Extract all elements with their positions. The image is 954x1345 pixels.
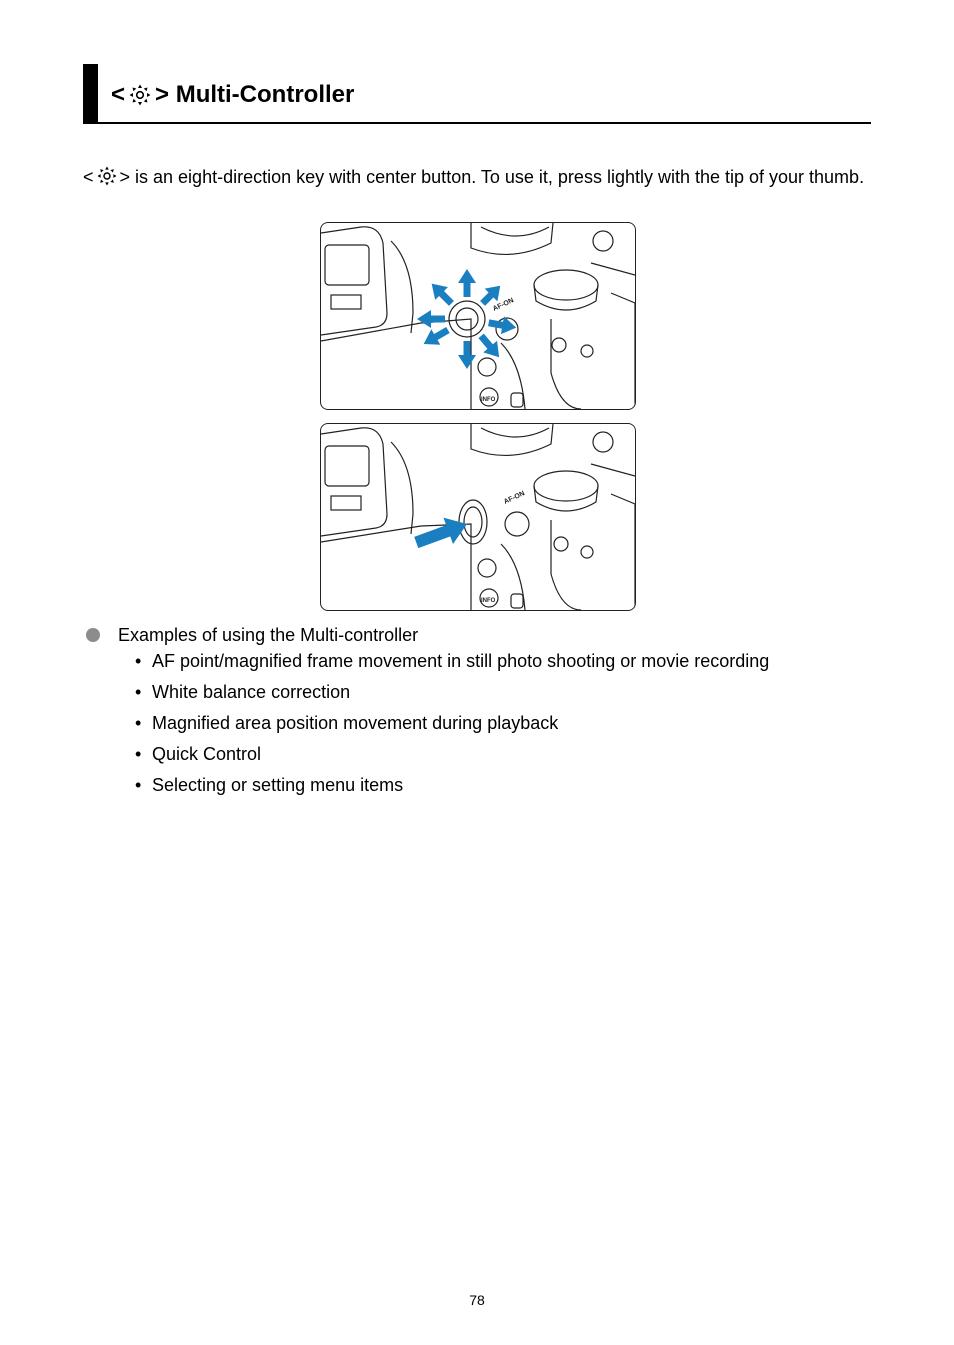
bullet-icon: • — [135, 682, 142, 702]
list-item — [135, 711, 769, 742]
examples-section — [83, 622, 873, 795]
list-item-text: Selecting or setting menu items — [152, 775, 404, 795]
camera-illustration-press — [321, 424, 635, 610]
list-item-text: Quick Control — [152, 744, 262, 764]
list-item-text: Magnified area position movement during playback — [152, 713, 559, 733]
page-title — [111, 81, 354, 109]
bullet-icon: • — [135, 744, 142, 764]
list-item — [135, 680, 769, 711]
heading-prefix: < — [111, 81, 126, 108]
heading-text: > Multi-Controller — [155, 81, 355, 108]
af-on-label: AF-ON — [491, 297, 515, 313]
bullet-icon: • — [135, 651, 142, 671]
list-item-text: AF point/magnified frame movement in still photo shooting or movie recording — [152, 651, 770, 671]
camera-illustration-directions — [321, 223, 635, 409]
intro-paragraph — [83, 165, 873, 189]
figure-center-press — [320, 423, 636, 611]
bullet-icon: • — [135, 713, 142, 733]
list-item-text: White balance correction — [152, 682, 351, 702]
list-item — [135, 773, 769, 804]
info-label: INFO — [481, 397, 496, 403]
list-item — [135, 742, 769, 773]
bullet-dot-icon — [86, 628, 100, 642]
multi-controller-icon — [129, 84, 151, 106]
press-arrow — [411, 511, 471, 556]
af-on-label: AF-ON — [502, 490, 526, 506]
info-label: INFO — [481, 598, 496, 604]
bullet-icon: • — [135, 775, 142, 795]
intro-text: > is an eight-direction key with center button. To use it, press lightly with the tip of your thumb. — [119, 167, 865, 187]
figure-eight-directions — [320, 222, 636, 410]
list-item — [135, 649, 769, 680]
examples-heading — [83, 622, 873, 648]
examples-title: Examples of using the Multi-controller — [118, 625, 419, 645]
multi-controller-icon — [97, 166, 117, 186]
page-number: 78 — [469, 1292, 485, 1308]
examples-list — [135, 649, 769, 804]
heading-bar — [83, 64, 98, 123]
section-heading — [83, 64, 871, 124]
intro-prefix: < — [83, 167, 94, 187]
